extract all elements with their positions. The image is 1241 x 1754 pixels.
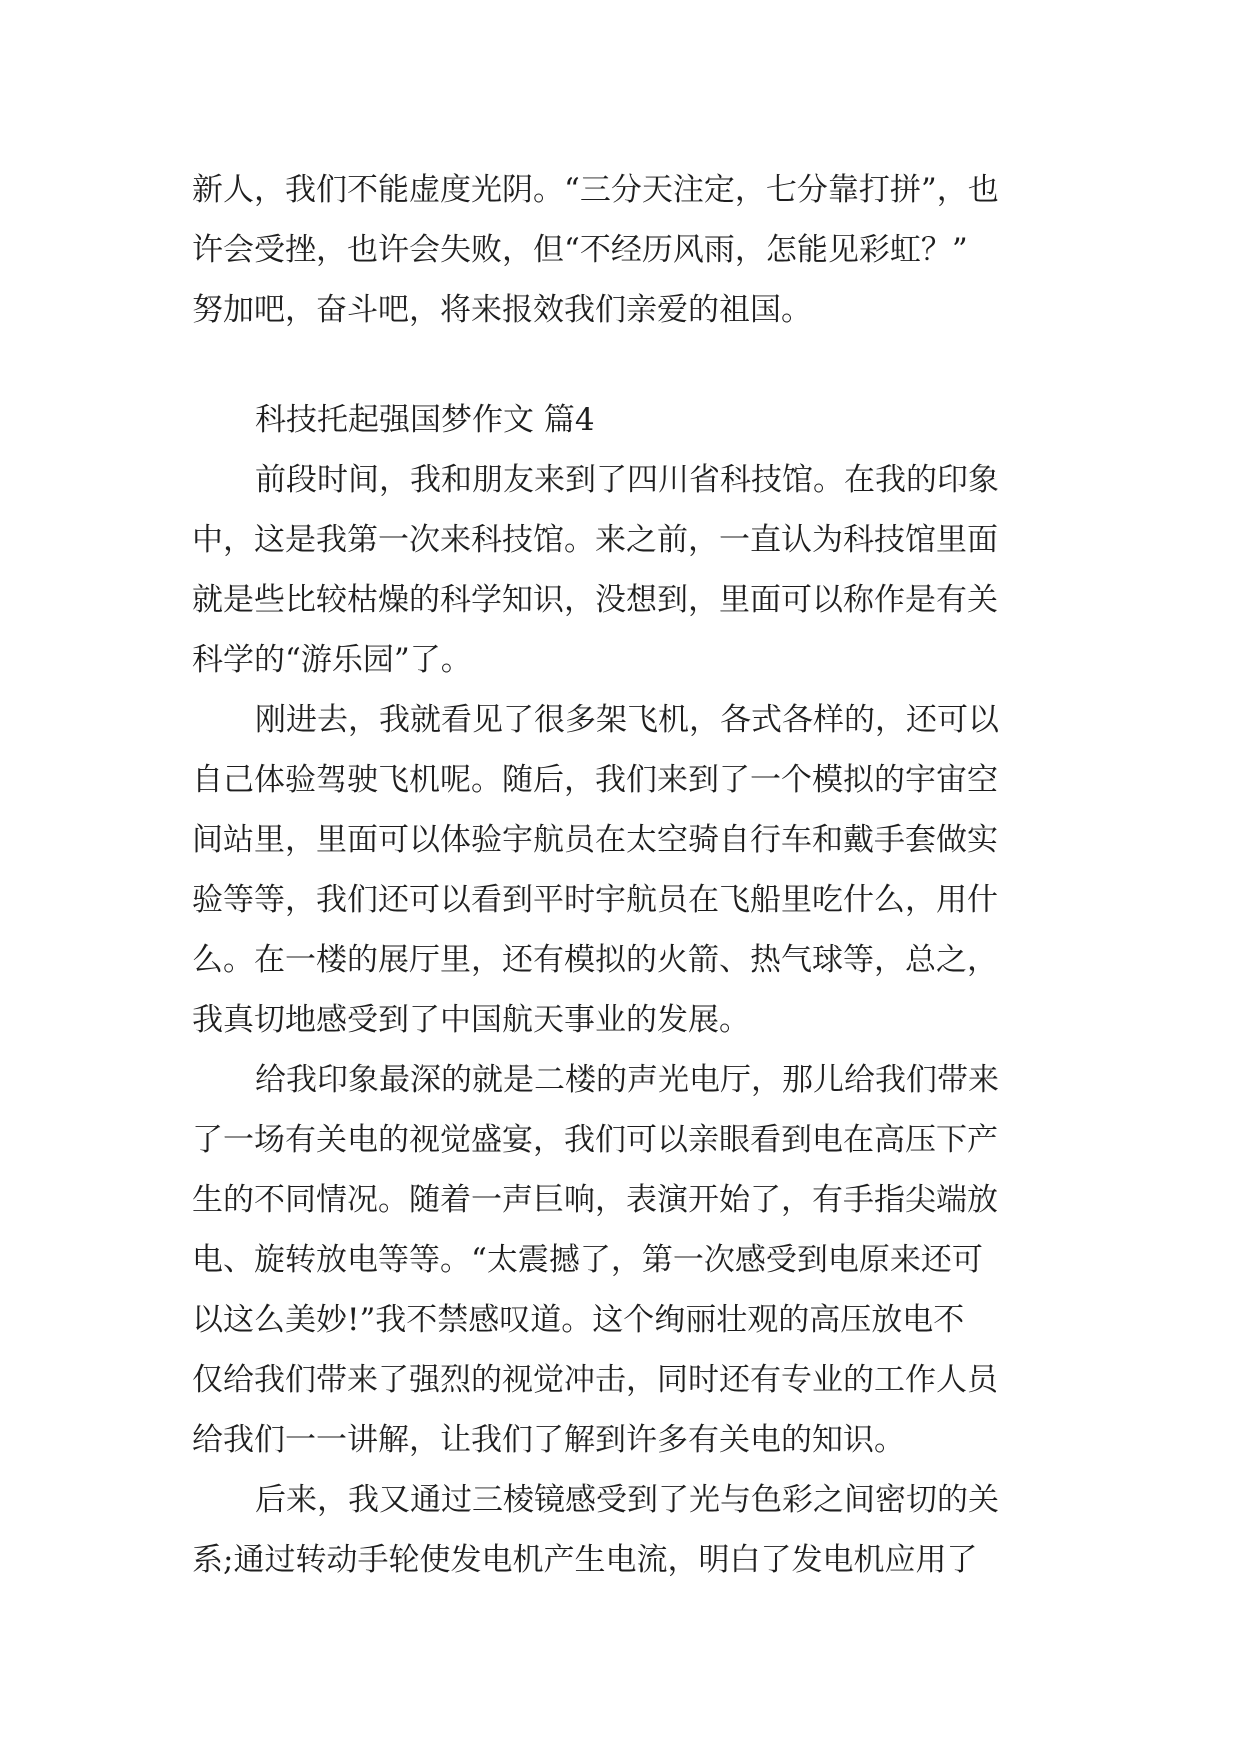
text-line: 仅给我们带来了强烈的视觉冲击，同时还有专业的工作人员 xyxy=(192,1362,998,1398)
text-line: 努加吧，奋斗吧，将来报效我们亲爱的祖国。 xyxy=(192,292,812,328)
text-line: 我真切地感受到了中国航天事业的发展。 xyxy=(192,1002,750,1038)
text-line: 后来，我又通过三棱镜感受到了光与色彩之间密切的关 xyxy=(255,1482,999,1518)
text-line: 间站里，里面可以体验宇航员在太空骑自行车和戴手套做实 xyxy=(192,822,998,858)
text-line: 自己体验驾驶飞机呢。随后，我们来到了一个模拟的宇宙空 xyxy=(192,762,998,798)
text-line: 就是些比较枯燥的科学知识，没想到，里面可以称作是有关 xyxy=(192,582,998,618)
section-heading: 科技托起强国梦作文 篇4 xyxy=(255,402,595,438)
text-line: 科学的“游乐园”了。 xyxy=(192,642,472,678)
text-line: 给我们一一讲解，让我们了解到许多有关电的知识。 xyxy=(192,1422,905,1458)
text-line: 电、旋转放电等等。“太震撼了，第一次感受到电原来还可 xyxy=(192,1242,983,1278)
text-line: 么。在一楼的展厅里，还有模拟的火箭、热气球等，总之， xyxy=(192,942,998,978)
text-line: 刚进去，我就看见了很多架飞机，各式各样的，还可以 xyxy=(255,702,999,738)
text-line: 前段时间，我和朋友来到了四川省科技馆。在我的印象 xyxy=(255,462,999,498)
text-line: 许会受挫，也许会失败，但“不经历风雨，怎能见彩虹？” xyxy=(192,232,968,268)
text-line: 新人，我们不能虚度光阴。“三分天注定，七分靠打拼”，也 xyxy=(192,172,999,208)
text-line: 验等等，我们还可以看到平时宇航员在飞船里吃什么，用什 xyxy=(192,882,998,918)
text-line: 了一场有关电的视觉盛宴，我们可以亲眼看到电在高压下产 xyxy=(192,1122,998,1158)
text-line: 生的不同情况。随着一声巨响，表演开始了，有手指尖端放 xyxy=(192,1182,998,1218)
text-line: 中，这是我第一次来科技馆。来之前，一直认为科技馆里面 xyxy=(192,522,998,558)
text-line: 给我印象最深的就是二楼的声光电厅，那儿给我们带来 xyxy=(255,1062,999,1098)
text-line: 以这么美妙!”我不禁感叹道。这个绚丽壮观的高压放电不 xyxy=(192,1302,965,1338)
text-line: 系;通过转动手轮使发电机产生电流，明白了发电机应用了 xyxy=(192,1542,978,1578)
